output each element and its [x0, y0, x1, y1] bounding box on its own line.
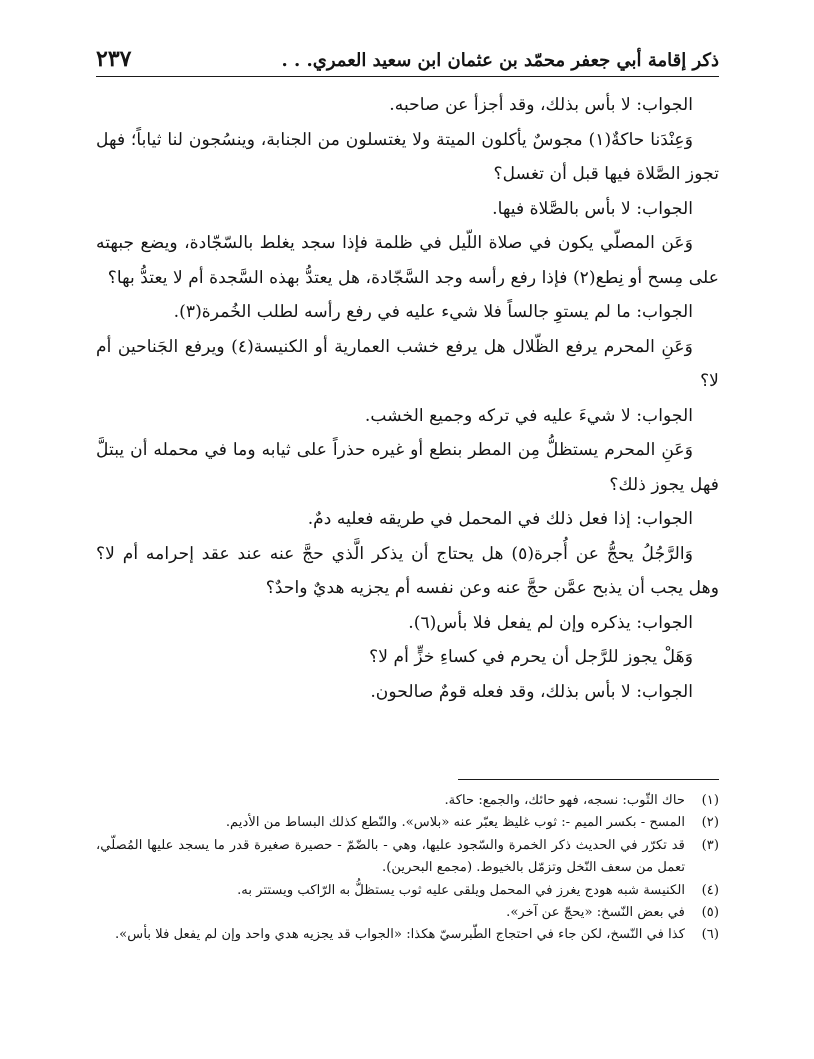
- answer-paragraph: الجواب: لا بأس بذلك، وقد أجزأ عن صاحبه.: [389, 95, 693, 115]
- question-paragraph: وَعِنْدَنا حاكةٌ(١) مجوسٌ يأكلون الميتة ولا يغتسلون من الجنابة، وينسُجون لنا ثياباً؛ فهل تجوز الصَّلاة فيها قبل أن تغسل؟: [96, 129, 719, 184]
- answer-paragraph: الجواب: يذكره وإن لم يفعل فلا بأس(٦).: [408, 612, 693, 633]
- footnote-number: (٤): [701, 882, 719, 898]
- answer-paragraph: الجواب: لا بأس بذلك، وقد فعله قومٌ صالحون.: [370, 681, 693, 702]
- running-head: ذكر إقامة أبي جعفر محمّد بن عثمان ابن سعيد العمري. . .: [281, 50, 719, 71]
- answer-paragraph: الجواب: إذا فعل ذلك في المحمل في طريقه فعليه دمٌ.: [307, 509, 693, 529]
- footnote-number: (١): [701, 793, 719, 808]
- footnote-number: (٣): [701, 837, 719, 853]
- page-header: [96, 36, 719, 77]
- footnote: [96, 880, 719, 902]
- footnote-text: في بعض النّسخ: «يحجّ عن آخر».: [506, 905, 685, 921]
- question-paragraph: وَعَنِ المحرم يرفع الظّلال هل يرفع خشب العمارية أو الكنيسة(٤) ويرفع الجَناحين أم لا؟: [96, 336, 719, 391]
- footnote-text: قد تكرّر في الحديث ذكر الخمرة والسّجود عليها، وهي - بالضّمّ - حصيرة صغيرة قدر ما يسجد عليها المُصلّي، تعمل من سعف النّخل وتزمّل بالخيوط. (مجمع البحرين).: [96, 837, 685, 876]
- footnote: [96, 835, 719, 880]
- footnote: [96, 902, 719, 924]
- footnote: [96, 790, 719, 812]
- footnotes: [96, 790, 719, 947]
- question-paragraph: وَهَلْ يجوز للرَّجل أن يحرم في كساءِ خزٍّ أم لا؟: [369, 647, 693, 667]
- footnote: [96, 812, 719, 834]
- footnote-number: (٢): [701, 815, 719, 831]
- footnote: [96, 924, 719, 946]
- footnote-text: الكنيسة شبه هودج يغرز في المحمل ويلقى عليه ثوب يستظلُّ به الرّاكب ويستتر به.: [237, 882, 685, 898]
- question-paragraph: وَعَنِ المحرم يستظلُّ مِن المطر بنطع أو غيره حذراً على ثيابه وما في محمله أن يبتلَّ فهل يجوز ذلك؟: [96, 440, 719, 495]
- page-number: ٢٣٧: [96, 46, 132, 72]
- footnote-separator: [458, 779, 719, 780]
- answer-paragraph: الجواب: لا بأس بالصَّلاة فيها.: [492, 198, 693, 219]
- footnote-text: المسح - بكسر الميم -: ثوب غليظ يعبّر عنه «بلاس». والنّطع كذلك البساط من الأديم.: [225, 815, 685, 831]
- footnote-text: كذا في النّسخ، لكن جاء في احتجاج الطّبرسيّ هكذا: «الجواب قد يجزيه هدي واحد وإن لم يفعل فلا بأس».: [114, 927, 685, 943]
- answer-paragraph: الجواب: ما لم يستوِ جالساً فلا شيء عليه في رفع رأسه لطلب الخُمرة(٣).: [173, 302, 693, 322]
- footnote-number: (٦): [701, 927, 719, 943]
- answer-paragraph: الجواب: لا شيءَ عليه في تركه وجميع الخشب.: [364, 405, 693, 426]
- question-paragraph: وَالرَّجُلُ يحجُّ عن أُجرة(٥) هل يحتاج أن يذكر الَّذي حجَّ عنه عند عقد إحرامه أم لا؟ وهل يجب أن يذبح عمَّن حجَّ عنه وعن نفسه أم يجزيه هديٌ واحدٌ؟: [96, 543, 719, 598]
- body-text: [96, 88, 719, 709]
- footnote-text: حاك الثّوب: نسجه، فهو حائك، والجمع: حاكة.: [444, 793, 685, 808]
- footnote-number: (٥): [701, 905, 719, 921]
- question-paragraph: وَعَن المصلّي يكون في صلاة اللّيل في ظلمة فإذا سجد يغلط بالسّجّادة، ويضع جبهته على مِسح أو نِطع(٢) فإذا رفع رأسه وجد السَّجّادة، هل يعتدُّ بهذه السَّجدة أم لا يعتدُّ بها؟: [96, 233, 719, 288]
